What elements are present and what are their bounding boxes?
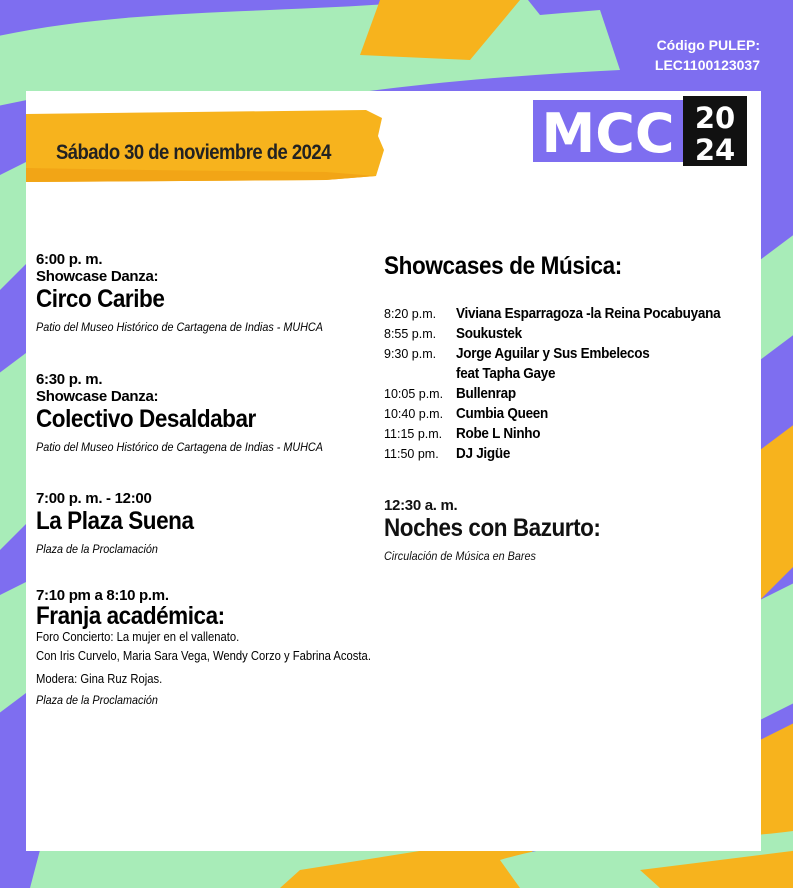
list-item: [384, 404, 750, 424]
slot-artist: Robe L Ninho: [456, 425, 541, 442]
event-place: Plaza de la Proclamación: [36, 693, 158, 707]
mcc-2024-logo: [533, 96, 747, 166]
list-item: [384, 344, 750, 364]
list-item: [384, 424, 750, 444]
slot-artist: feat Tapha Gaye: [456, 365, 556, 382]
event-type: Showcase Danza:: [36, 388, 159, 405]
list-item: [384, 324, 750, 344]
content-card: [26, 91, 761, 851]
event-place: Patio del Museo Histórico de Cartagena de Indias - MUHCA: [36, 320, 323, 334]
event-type: Showcase Danza:: [36, 268, 159, 285]
slot-time: 11:15 p.m.: [384, 427, 443, 441]
slot-artist: Jorge Aguilar y Sus Embelecos: [456, 345, 650, 362]
pulep-label: Código PULEP:: [656, 37, 760, 53]
event-description: Foro Concierto: La mujer en el vallenato.: [36, 630, 240, 644]
event-title: La Plaza Suena: [36, 507, 194, 535]
event-title: Circo Caribe: [36, 285, 165, 313]
event-franja-academica: [36, 587, 408, 707]
event-time: 6:30 p. m.: [36, 371, 103, 388]
event-la-plaza-suena: [36, 490, 211, 556]
logo-letters: MCC: [541, 102, 675, 165]
event-title: Franja académica:: [36, 602, 225, 630]
showcases-schedule: [384, 304, 750, 464]
slot-time: 10:40 p.m.: [384, 407, 444, 421]
list-item: [384, 304, 750, 324]
showcases-title: Showcases de Música:: [384, 252, 622, 280]
event-time: 12:30 a. m.: [384, 497, 458, 514]
slot-artist: Viviana Esparragoza -la Reina Pocabuyana: [456, 305, 721, 322]
event-participants: Con Iris Curvelo, Maria Sara Vega, Wendy Corzo y Fabrina Acosta.: [36, 649, 371, 663]
event-noches-bazurto: [384, 497, 625, 563]
event-time: 7:00 p. m. - 12:00: [36, 490, 152, 507]
event-place: Circulación de Música en Bares: [384, 549, 536, 563]
list-item: [384, 444, 750, 464]
slot-artist: Cumbia Queen: [456, 405, 549, 422]
event-time: 7:10 pm a 8:10 p.m.: [36, 587, 169, 604]
event-moderator: Modera: Gina Ruz Rojas.: [36, 672, 163, 686]
slot-time: 9:30 p.m.: [384, 347, 437, 361]
event-place: Patio del Museo Histórico de Cartagena de Indias - MUHCA: [36, 440, 323, 454]
list-item: [384, 364, 750, 384]
event-title: Noches con Bazurto:: [384, 514, 601, 542]
pulep-code: [655, 35, 760, 75]
slot-artist: Soukustek: [456, 325, 522, 342]
slot-time: 11:50 pm.: [384, 447, 439, 461]
event-colectivo-desaldabar: [36, 371, 355, 454]
slot-time: 8:20 p.m.: [384, 307, 437, 321]
logo-year-top: 20: [694, 101, 736, 135]
event-place: Plaza de la Proclamación: [36, 542, 158, 556]
event-circo-caribe: [36, 251, 355, 334]
slot-artist: Bullenrap: [456, 385, 516, 402]
event-time: 6:00 p. m.: [36, 251, 103, 268]
logo-year-bottom: 24: [694, 133, 736, 166]
slot-time: [384, 364, 456, 384]
slot-time: 8:55 p.m.: [384, 327, 437, 341]
list-item: [384, 384, 750, 404]
event-title: Colectivo Desaldabar: [36, 405, 256, 433]
slot-artist: DJ Jigüe: [456, 445, 511, 462]
slot-time: 10:05 p.m.: [384, 387, 444, 401]
pulep-number: LEC1100123037: [654, 57, 760, 73]
event-date: Sábado 30 de noviembre de 2024: [56, 141, 331, 164]
